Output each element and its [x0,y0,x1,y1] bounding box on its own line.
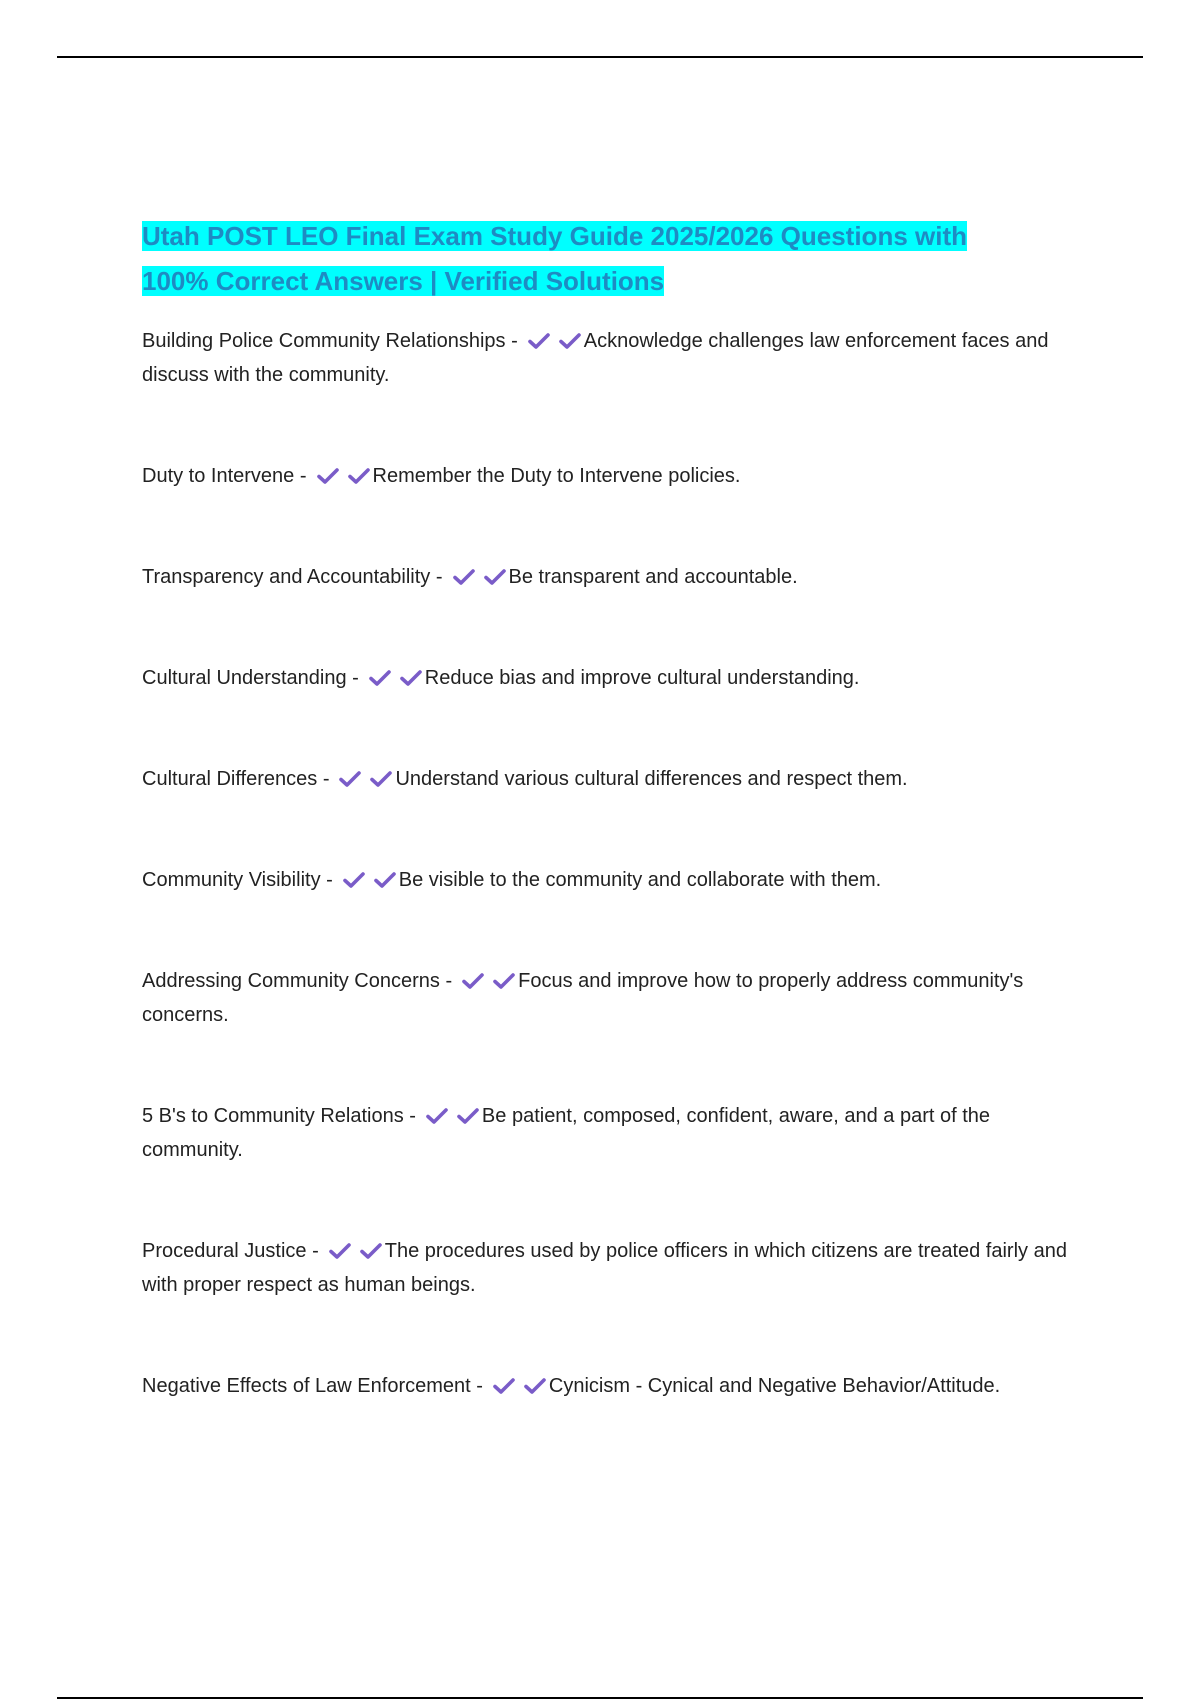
check-icon [493,967,515,985]
check-icon [524,1372,546,1390]
qa-item [142,661,1082,695]
qa-item [142,1099,1082,1167]
qa-answer: Acknowledge challenges law enforcement faces and discuss with the community. [142,330,1049,386]
qa-term: Procedural Justice - [142,1240,319,1262]
check-icon [493,1372,515,1390]
qa-answer: Be transparent and accountable. [508,566,798,588]
check-icon [484,563,506,581]
qa-term: Negative Effects of Law Enforcement - [142,1375,483,1397]
check-icon [348,462,370,480]
qa-item [142,560,1082,594]
qa-list [142,324,1082,1403]
qa-spacer [142,392,1082,459]
check-icon [329,1237,351,1255]
qa-spacer [142,1167,1082,1234]
qa-item [142,324,1082,392]
check-icon [457,1102,479,1120]
check-icon [462,967,484,985]
qa-answer: Reduce bias and improve cultural understanding. [424,667,860,689]
qa-item [142,762,1082,796]
qa-answer: Remember the Duty to Intervene policies. [372,465,741,487]
qa-answer: Be patient, composed, confident, aware, and a part of the community. [142,1105,991,1161]
qa-term: Transparency and Accountability - [142,566,443,588]
qa-answer: Be visible to the community and collaborate with them. [398,869,882,891]
qa-item [142,863,1082,897]
check-icon [559,327,581,345]
check-icon [339,765,361,783]
qa-term: Cultural Differences - [142,768,330,790]
qa-spacer [142,594,1082,661]
check-icon [369,664,391,682]
check-icon [374,866,396,884]
title-line-1: Utah POST LEO Final Exam Study Guide 2025/2026 Questions with [142,221,967,251]
qa-item [142,964,1082,1032]
qa-answer: Focus and improve how to properly address community's concerns. [142,970,1024,1026]
qa-term: Building Police Community Relationships - [142,330,518,352]
document-title [142,214,1082,304]
qa-term: 5 B's to Community Relations - [142,1105,416,1127]
qa-item [142,459,1082,493]
qa-spacer [142,695,1082,762]
header-divider [57,56,1143,58]
check-icon [370,765,392,783]
check-icon [400,664,422,682]
qa-spacer [142,1302,1082,1369]
qa-answer: Cynicism - Cynical and Negative Behavior/Attitude. [548,1375,1001,1397]
title-line-2: 100% Correct Answers | Verified Solutions [142,266,665,296]
footer-divider [57,1697,1143,1699]
qa-term: Addressing Community Concerns - [142,970,453,992]
check-icon [528,327,550,345]
check-icon [317,462,339,480]
qa-term: Community Visibility - [142,869,333,891]
qa-term: Duty to Intervene - [142,465,307,487]
qa-spacer [142,796,1082,863]
document-body [142,214,1082,1403]
check-icon [360,1237,382,1255]
qa-spacer [142,1032,1082,1099]
qa-spacer [142,897,1082,964]
check-icon [343,866,365,884]
qa-item [142,1234,1082,1302]
qa-answer: The procedures used by police officers in which citizens are treated fairly and with proper respect as human beings. [142,1240,1067,1296]
qa-term: Cultural Understanding - [142,667,359,689]
qa-spacer [142,493,1082,560]
qa-answer: Understand various cultural differences and respect them. [395,768,908,790]
qa-item [142,1369,1082,1403]
check-icon [453,563,475,581]
check-icon [426,1102,448,1120]
